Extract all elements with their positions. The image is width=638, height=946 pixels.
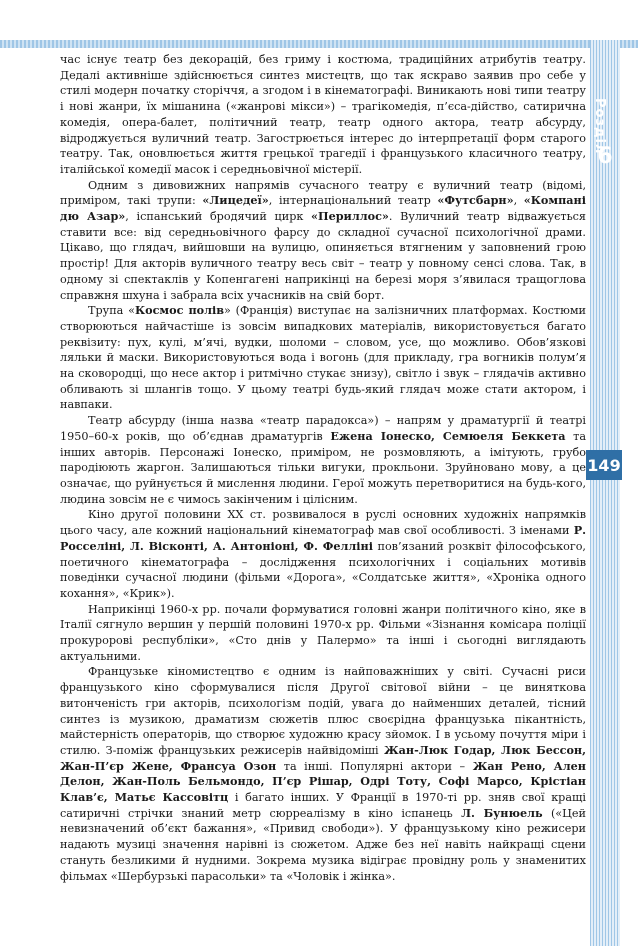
text-run: » (Франція) виступає на залізничних платформах. Костюми створюються найчастіше із зовсім випадкових матеріалів, використовується багато реквізиту: пух, кулі, м’ячі, вудки, шоломи – словом, усе, що можливо. Обов’язкові ляльки й маски. Використовуються вода і вогонь (для прикладу, гра вогників полум’я на сковородці, що несе актор і ритмічно стукає знизу), світло і звук – глядачів активно обливають зі шлангів тощо. У цьому театрі будь-який глядач може стати актором, і навпаки.	[60, 304, 587, 412]
text-run: Трупа «	[88, 304, 135, 318]
paragraph	[60, 413, 586, 507]
text-run: пов’язаний розквіт філософського, поетичного кінематографа – дослідження психологічних і соціальних мотивів поведінки сучасної людини (фільми «Дорога», «Солдатське життя», «Хроніка одного кохання», «Крик»).	[60, 539, 586, 600]
paragraph	[60, 602, 586, 665]
paragraph	[60, 664, 586, 884]
text-run: Французьке кіномистецтво є одним із найповажніших у світі. Сучасні риси французького кіно сформувалися після Другої світової війни – це виняткова витонченість гри акторів, психологізм подій, увага до найменших деталей, тісний синтез із музикою, драматизм сюжетів плюс своєрідна французька пікантність, майстерність операторів, що створює художню красу зйомок. І в усьому почуття міри і стилю. З-поміж французьких режисерів найвідоміші	[60, 665, 586, 757]
text-run: ,	[513, 194, 524, 208]
text-run: та інші. Популярні актори –	[276, 759, 473, 773]
paragraph	[60, 507, 586, 601]
bold-name: Р. Росселіні, Л. Вісконті, А. Антоніоні, Ф. Фелліні	[60, 523, 586, 553]
bold-name: «Футсбарн»	[437, 193, 514, 208]
bold-name: «Компані дю Азар»	[60, 193, 586, 224]
bold-name: «Лицедеї»	[202, 193, 269, 208]
paragraph	[60, 303, 586, 413]
text-run: час існує театр без декорацій, без гриму і костюма, традиційних атрибутів театру. Дедалі активніше здійснюється синтез мистецтв, що так яскраво заявив про себе у стилі модерн початку сторіччя, а згодом і в кінематографі. Виникають нові типи театру і нові жанри, їх мішанина («жанрові мікси») – трагікомедія, п’єса-дійство, сатирична комедія, опера-балет, політичний театр, театр одного актора, театр абсурду, відроджується вуличний театр. Загострюється інтерес до інтерпретації форм старого театру. Так, оновлюється життя грецької трагедії і французького класичного театру, італійської комедії масок і середньовічної містерії.	[60, 53, 586, 176]
section-number: 6	[597, 144, 613, 169]
text-run: і багато інших. У Франції в 1970-ті рр. зняв свої кращі сатиричні стрічки знаний метр сюрреалізму в кіно іспанець	[60, 791, 586, 820]
bold-name: «Периллос»	[311, 209, 389, 224]
page-number: 149	[586, 450, 622, 480]
text-body	[60, 52, 586, 884]
paragraph	[60, 52, 586, 178]
top-decorative-stripe	[0, 40, 638, 48]
text-run: . Вуличний театр відважується ставити все: від середньовічного фарсу до складної сучасної психологічної драми. Цікаво, що глядач, вийшовши на вулицю, опиняється втягненим у заповнений грою простір! Для акторів вуличного театру весь світ – театр у повному сенсі слова. Так, в одному зі спектаклів у Копенгагені наприкінці на березі моря з’явилася тращоглова справжня шхуна і забрала всіх учасників на свій борт.	[60, 210, 586, 302]
sidebar-band	[590, 40, 620, 946]
text-run: , іспанський бродячий цирк	[125, 210, 312, 224]
bold-name: Космос полів	[134, 303, 225, 318]
text-run: («Цей невизначений об’єкт бажання», «Привид свободи»). У французькому кіно режисери надають музиці значення нарівні із сюжетом. Адже без неї навіть найкращі сцени стануть безликими й нудними. Зокрема музика відіграє провідну роль у знаменитих фільмах «Шербурзькі парасольки» та «Чоловік і жінка».	[60, 806, 586, 883]
text-run: та інших авторів. Персонажі Іонеско, приміром, не розмовляють, а імітують, грубо пародіюють жаргон. Залишаються тільки вигуки, прокльони. Зруйновано мову, а це означає, що руйнується й мислення людини. Герої можуть перетворитися на будь-кого, людина зовсім не є чимось закінченим і цілісним.	[60, 429, 587, 506]
text-run: , інтернаціональний театр	[268, 194, 438, 208]
bold-name: Жан Рено, Ален Делон, Жан-Поль Бельмондо, П’єр Рішар, Одрі Тоту, Софі Марсо, Крістіан Клав’є, Матьє Кассовітц	[60, 758, 586, 805]
bold-name: Ежена Іонеско, Семюеля Беккета	[330, 428, 566, 443]
bold-name: Л. Бунюель	[461, 805, 543, 820]
text-run: Одним з дивовижних напрямів сучасного театру є вуличний театр (відомі, приміром, такі трупи:	[60, 178, 586, 208]
text-run: Кіно другої половини ХХ ст. розвивалося в руслі основних художніх напрямків цього часу, але кожний національний кінематограф мав свої особливості. З іменами	[60, 508, 586, 538]
bold-name: Жан-Люк Годар, Люк Бессон, Жан-П’єр Жене, Франсуа Озон	[60, 742, 586, 773]
section-sidebar	[586, 40, 638, 946]
text-run: Театр абсурду (інша назва «театр парадокса») – напрям у драматургії й театрі 1950–60-х років, що об’єднав драматургів	[60, 414, 586, 443]
section-label: Розділ	[592, 98, 607, 155]
paragraph	[60, 178, 586, 304]
text-run: Наприкінці 1960-х рр. почали формуватися головні жанри політичного кіно, яке в Італії сягнуло вершин у першій половині 1970-х рр. Фільми «Зізнання комісара поліції прокуророві республіки», «Сто днів у Палермо» та інші і сьогодні виглядають актуальними.	[60, 602, 586, 663]
